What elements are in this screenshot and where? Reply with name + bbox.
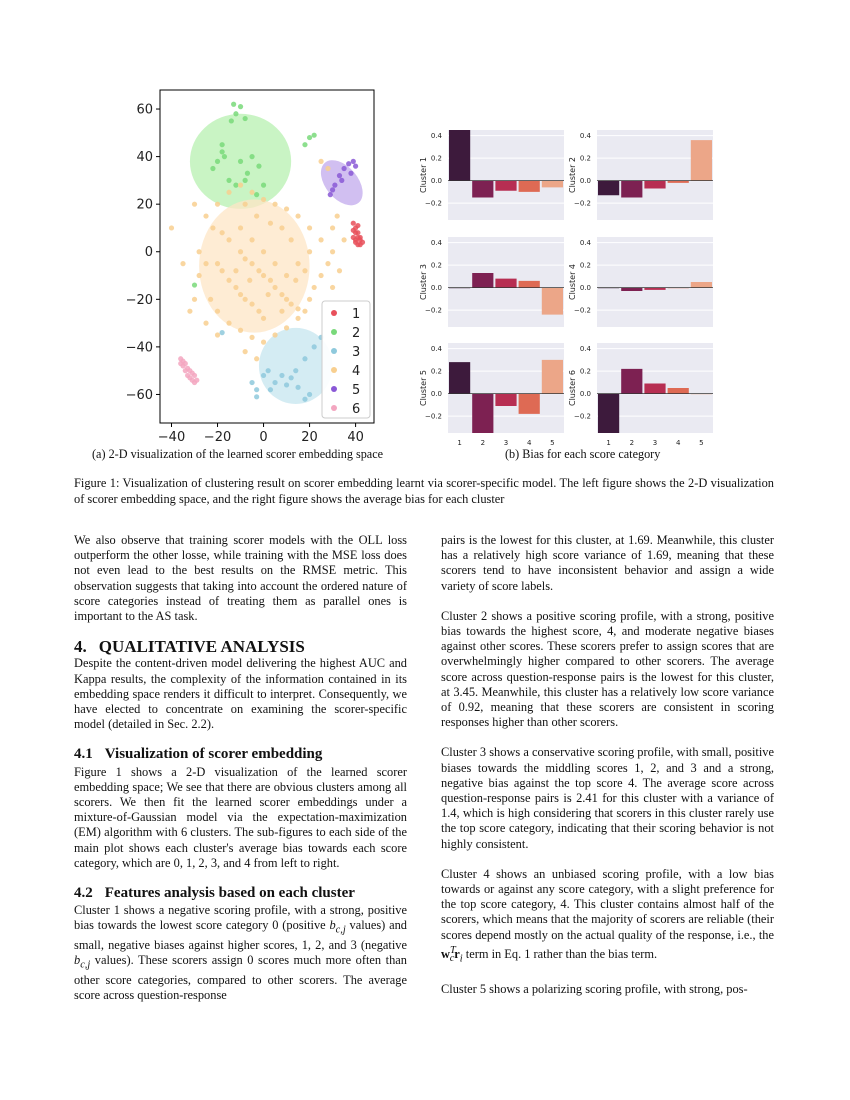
scatter-point-cluster-6 [192, 373, 197, 378]
text-run: values). These scorers assign 0 scores much more often than other score categories, compared to other scorers. The average score across question-response [74, 953, 407, 1003]
scatter-point-cluster-4 [272, 261, 277, 266]
panel-ylabel: Cluster 3 [419, 263, 428, 301]
y-tick-label: −20 [125, 292, 153, 308]
scatter-point-cluster-3 [302, 356, 307, 361]
scatter-point-cluster-4 [247, 278, 252, 283]
scatter-point-cluster-4 [335, 213, 340, 218]
scatter-point-cluster-4 [180, 261, 185, 266]
scatter-point-cluster-3 [268, 387, 273, 392]
scatter-point-cluster-2 [261, 183, 266, 188]
scatter-point-cluster-4 [302, 268, 307, 273]
scatter-point-cluster-2 [302, 142, 307, 147]
scatter-point-cluster-4 [197, 273, 202, 278]
y-tick-label: 0.4 [430, 239, 442, 248]
scatter-point-cluster-4 [330, 225, 335, 230]
scatter-point-cluster-1 [360, 240, 365, 245]
scatter-point-cluster-3 [272, 380, 277, 385]
bias-bar-charts [418, 120, 768, 450]
x-tick-label: 2 [629, 439, 635, 447]
x-tick-label: 1 [606, 439, 611, 447]
scatter-point-cluster-2 [233, 183, 238, 188]
scatter-point-cluster-5 [341, 166, 346, 171]
scatter-point-cluster-2 [238, 104, 243, 109]
bar-cluster-4-cat-2 [621, 288, 642, 291]
y-tick-label: 0.0 [579, 284, 591, 293]
paragraph: Despite the content-driven model delivering the highest AUC and Kappa results, the complexity of the information contained in its embedding space renders it difficult to interpret. Consequently, we have elected to concentrate on examining the scorer-specific model (detailed in Sec. 2.2). [74, 656, 407, 732]
x-tick-label: 40 [347, 430, 364, 445]
legend-marker-5 [331, 386, 337, 392]
scatter-point-cluster-1 [351, 221, 356, 226]
bar-cluster-5-cat-3 [495, 394, 516, 406]
bar-cluster-2-cat-3 [644, 181, 665, 189]
text-run: Cluster 4 shows an unbiased scoring profile, with a low bias towards or against any score category, with a slight preference for the top score category, 4. This cluster contains almost half of the scorers, which means that the majority of scorers are reliable (their scores depend mostly on the actual quality of the response, i.e., the [441, 866, 774, 942]
y-tick-label: −0.2 [425, 412, 442, 421]
scatter-point-cluster-5 [353, 164, 358, 169]
section-title: Visualization of scorer embedding [104, 746, 323, 763]
scatter-point-cluster-2 [220, 149, 225, 154]
scatter-point-cluster-4 [312, 285, 317, 290]
scatter-point-cluster-4 [256, 268, 261, 273]
scatter-point-cluster-4 [295, 213, 300, 218]
y-tick-label: 0.2 [430, 261, 442, 270]
scatter-point-cluster-4 [243, 349, 248, 354]
scatter-point-cluster-4 [238, 292, 243, 297]
scatter-point-cluster-5 [346, 161, 351, 166]
scatter-point-cluster-3 [266, 368, 271, 373]
section-heading-4-1 [74, 747, 407, 762]
scatter-point-cluster-4 [295, 316, 300, 321]
scatter-point-cluster-4 [233, 268, 238, 273]
scatter-point-cluster-4 [249, 301, 254, 306]
math-b: b [74, 953, 81, 968]
x-tick-label: −20 [203, 430, 232, 445]
scatter-point-cluster-4 [169, 225, 174, 230]
x-tick-label: 5 [550, 439, 555, 447]
scatter-point-cluster-4 [215, 202, 220, 207]
y-tick-label: 40 [136, 150, 153, 166]
scatter-point-cluster-2 [249, 154, 254, 159]
legend-box [322, 301, 370, 418]
y-tick-label: 0.2 [430, 154, 442, 163]
scatter-point-cluster-4 [307, 225, 312, 230]
scatter-point-cluster-4 [284, 273, 289, 278]
scatter-point-cluster-2 [307, 135, 312, 140]
scatter-plot-embedding [110, 82, 410, 460]
scatter-point-cluster-4 [330, 249, 335, 254]
scatter-point-cluster-2 [238, 159, 243, 164]
paragraph: We also observe that training scorer models with the OLL loss outperform the other losse, while training with the MSE loss does not even lead to the best results on the RMSE metric. This observation suggests that taking into account the ordered nature of score categories instead of treating them as parallel ones is important to the AS task. [74, 533, 407, 624]
y-tick-label: 0.4 [579, 132, 591, 141]
y-tick-label: 60 [136, 102, 153, 118]
x-tick-label: 4 [675, 439, 681, 447]
legend-marker-4 [331, 367, 337, 373]
panel-ylabel: Cluster 1 [419, 156, 428, 194]
legend-marker-1 [331, 310, 337, 316]
scatter-point-cluster-4 [330, 285, 335, 290]
text-run: Cluster 1 shows a negative scoring profile, with a strong, positive bias towards the lowest score category 0 (positive [74, 903, 407, 933]
section-number: 4. [74, 637, 87, 657]
scatter-point-cluster-4 [289, 301, 294, 306]
scatter-point-cluster-3 [261, 373, 266, 378]
x-tick-label: 4 [526, 439, 532, 447]
x-tick-label: 0 [259, 430, 268, 445]
bar-cluster-1-cat-2 [472, 181, 493, 198]
y-tick-label: 0 [144, 245, 153, 261]
legend-label-6: 6 [352, 402, 361, 417]
bar-cluster-6-cat-1 [598, 394, 619, 433]
bar-cluster-1-cat-5 [542, 181, 563, 188]
math-sub: c [449, 953, 455, 965]
bar-cluster-3-cat-2 [472, 273, 493, 288]
scatter-point-cluster-1 [355, 223, 360, 228]
scatter-point-cluster-4 [325, 166, 330, 171]
x-tick-label: 20 [301, 430, 318, 445]
scatter-point-cluster-2 [220, 142, 225, 147]
x-tick-label: −40 [157, 430, 186, 445]
paragraph [441, 867, 774, 967]
bar-cluster-5-cat-2 [472, 394, 493, 433]
scatter-point-cluster-4 [272, 285, 277, 290]
scatter-point-cluster-3 [312, 344, 317, 349]
y-tick-label: 0.2 [579, 261, 591, 270]
bar-cluster-5-cat-4 [519, 394, 540, 414]
scatter-point-cluster-4 [238, 249, 243, 254]
left-column [74, 533, 407, 1003]
legend-marker-6 [331, 405, 337, 411]
panel-ylabel: Cluster 5 [419, 369, 428, 407]
text-run: term in Eq. 1 rather than the bias term. [462, 947, 658, 961]
scatter-point-cluster-4 [272, 332, 277, 337]
scatter-point-cluster-4 [261, 273, 266, 278]
legend-label-4: 4 [352, 364, 361, 379]
scatter-point-cluster-3 [295, 385, 300, 390]
text-run: values) and small, negative biases against higher scores, 1, 2, and 3 (negative [74, 918, 407, 953]
y-tick-label: 0.2 [579, 367, 591, 376]
x-tick-label: 1 [457, 439, 462, 447]
scatter-point-cluster-3 [254, 387, 259, 392]
figure-caption: Figure 1: Visualization of clustering result on scorer embedding learnt via scorer-specific model. The left figure shows the 2-D visualization of scorer embedding space, and the right figure shows the average bias for each cluster [74, 476, 774, 506]
right-column [441, 533, 774, 997]
y-tick-label: 0.2 [430, 367, 442, 376]
scatter-point-cluster-2 [243, 178, 248, 183]
scatter-point-cluster-4 [284, 297, 289, 302]
math-w: w [441, 947, 450, 961]
legend-label-1: 1 [352, 307, 361, 322]
math-sub: c,j [80, 959, 91, 971]
scatter-point-cluster-5 [351, 159, 356, 164]
scatter-point-cluster-2 [210, 166, 215, 171]
scatter-point-cluster-2 [312, 133, 317, 138]
scatter-point-cluster-4 [249, 190, 254, 195]
scatter-point-cluster-3 [249, 380, 254, 385]
scatter-point-cluster-3 [254, 394, 259, 399]
scatter-point-cluster-5 [337, 173, 342, 178]
scatter-point-cluster-4 [226, 321, 231, 326]
bar-cluster-1-cat-4 [519, 181, 540, 192]
scatter-point-cluster-5 [328, 192, 333, 197]
scatter-point-cluster-6 [187, 368, 192, 373]
y-tick-label: −0.2 [574, 412, 591, 421]
scatter-point-cluster-3 [284, 382, 289, 387]
section-heading-4 [74, 637, 407, 657]
bar-cluster-6-cat-4 [668, 388, 689, 394]
panel-ylabel: Cluster 2 [568, 156, 577, 194]
scatter-point-cluster-4 [226, 278, 231, 283]
scatter-point-cluster-2 [256, 164, 261, 169]
scatter-point-cluster-4 [295, 306, 300, 311]
bar-cluster-2-cat-2 [621, 181, 642, 198]
scatter-point-cluster-1 [351, 228, 356, 233]
scatter-point-cluster-4 [284, 325, 289, 330]
math-sub: i [459, 953, 463, 965]
scatter-point-cluster-2 [229, 118, 234, 123]
scatter-point-cluster-4 [266, 292, 271, 297]
bar-cluster-5-cat-1 [449, 362, 470, 394]
paragraph: Cluster 5 shows a polarizing scoring profile, with strong, pos- [441, 981, 748, 996]
scatter-point-cluster-4 [325, 261, 330, 266]
scatter-point-cluster-4 [307, 249, 312, 254]
bar-cluster-3-cat-3 [495, 279, 516, 288]
scatter-point-cluster-3 [307, 392, 312, 397]
paragraph: Figure 1 shows a 2-D visualization of the learned scorer embedding space; We see that there are obvious clusters among all scorers. We then fit the learned scorer embeddings under a mixture-of-Gaussian model via the expectation-maximization (EM) algorithm with 6 clusters. The sub-figures to each side of the main plot shows each cluster's average bias towards each score category, which are 0, 1, 2, 3, and 4 from left to right. [74, 764, 407, 870]
scatter-point-cluster-4 [203, 261, 208, 266]
scatter-point-cluster-2 [192, 282, 197, 287]
y-tick-label: −0.2 [574, 199, 591, 208]
x-tick-label: 5 [699, 439, 704, 447]
scatter-point-cluster-5 [339, 178, 344, 183]
y-tick-label: 0.0 [579, 177, 591, 186]
legend-marker-2 [331, 329, 337, 335]
y-tick-label: 0.4 [430, 132, 442, 141]
x-tick-label: 2 [480, 439, 486, 447]
section-heading-4-2 [74, 886, 407, 901]
scatter-point-cluster-4 [208, 297, 213, 302]
scatter-point-cluster-2 [226, 178, 231, 183]
subcaption-a: (a) 2-D visualization of the learned scorer embedding space [92, 447, 384, 461]
scatter-point-cluster-4 [249, 237, 254, 242]
scatter-point-cluster-4 [215, 332, 220, 337]
scatter-point-cluster-4 [187, 309, 192, 314]
bar-cluster-1-cat-1 [449, 130, 470, 181]
scatter-point-cluster-4 [302, 309, 307, 314]
y-tick-label: 20 [136, 197, 153, 213]
scatter-point-cluster-4 [243, 256, 248, 261]
scatter-point-cluster-4 [233, 285, 238, 290]
x-tick-label: 3 [503, 439, 509, 447]
scatter-point-cluster-6 [194, 378, 199, 383]
scatter-point-cluster-4 [279, 292, 284, 297]
x-tick-label: 3 [652, 439, 658, 447]
scatter-point-cluster-1 [353, 237, 358, 242]
section-title: QUALITATIVE ANALYSIS [98, 637, 305, 657]
scatter-point-cluster-4 [295, 261, 300, 266]
section-number: 4.1 [74, 746, 93, 763]
y-tick-label: 0.2 [579, 154, 591, 163]
scatter-point-cluster-4 [238, 183, 243, 188]
scatter-point-cluster-6 [180, 359, 185, 364]
scatter-point-cluster-4 [226, 190, 231, 195]
bar-cluster-2-cat-1 [598, 181, 619, 196]
scatter-point-cluster-4 [268, 278, 273, 283]
scatter-point-cluster-4 [215, 309, 220, 314]
scatter-point-cluster-4 [337, 268, 342, 273]
scatter-point-cluster-5 [348, 171, 353, 176]
scatter-point-cluster-4 [289, 237, 294, 242]
math-sub: c,j [335, 924, 346, 936]
scatter-point-cluster-4 [243, 202, 248, 207]
scatter-point-cluster-4 [238, 328, 243, 333]
scatter-point-cluster-4 [261, 197, 266, 202]
scatter-point-cluster-4 [249, 335, 254, 340]
bar-cluster-4-cat-5 [691, 282, 712, 288]
subcaption-b: (b) Bias for each score category [505, 447, 661, 461]
scatter-point-cluster-4 [261, 249, 266, 254]
math-b: b [329, 918, 336, 933]
scatter-point-cluster-4 [293, 278, 298, 283]
y-tick-label: 0.0 [579, 390, 591, 399]
scatter-point-cluster-4 [243, 297, 248, 302]
scatter-point-cluster-3 [302, 397, 307, 402]
scatter-point-cluster-4 [318, 273, 323, 278]
scatter-point-cluster-4 [272, 202, 277, 207]
scatter-point-cluster-4 [284, 206, 289, 211]
scatter-point-cluster-5 [332, 183, 337, 188]
scatter-point-cluster-5 [330, 187, 335, 192]
y-tick-label: −0.2 [574, 306, 591, 315]
y-tick-label: −0.2 [425, 306, 442, 315]
scatter-point-cluster-4 [279, 309, 284, 314]
scatter-point-cluster-2 [233, 111, 238, 116]
legend-label-3: 3 [352, 345, 361, 360]
math-r: r [454, 947, 460, 961]
scatter-point-cluster-4 [256, 309, 261, 314]
scatter-point-cluster-2 [243, 116, 248, 121]
legend-label-2: 2 [352, 326, 361, 341]
scatter-point-cluster-4 [203, 321, 208, 326]
scatter-point-cluster-4 [192, 297, 197, 302]
scatter-point-cluster-4 [203, 213, 208, 218]
scatter-point-cluster-2 [222, 154, 227, 159]
scatter-point-cluster-4 [197, 249, 202, 254]
scatter-point-cluster-4 [261, 316, 266, 321]
scatter-point-cluster-4 [318, 237, 323, 242]
legend-label-5: 5 [352, 383, 361, 398]
scatter-point-cluster-3 [293, 368, 298, 373]
scatter-point-cluster-3 [220, 330, 225, 335]
scatter-point-cluster-3 [289, 375, 294, 380]
paragraph: pairs is the lowest for this cluster, at 1.69. Meanwhile, this cluster has a relatively high score variance of 1.69, meaning that these scorers tend to have inconsistent behavior and assign a wide variety of score labels. [441, 533, 774, 593]
scatter-point-cluster-4 [238, 225, 243, 230]
y-tick-label: −60 [125, 387, 153, 403]
y-tick-label: 0.0 [430, 284, 442, 293]
y-tick-label: 0.4 [579, 345, 591, 354]
section-title: Features analysis based on each cluster [104, 885, 355, 902]
paragraph: Cluster 3 shows a conservative scoring profile, with small, positive biases towards the middling scores 1, 2, and 3 and a strong, negative bias against the top score 4. The average score across question-response pairs is 2.41 for this cluster with a variance of 1.4, which is high considering that scorers in this cluster rarely use the top score category, indicating that their scoring behavior is not highly consistent. [441, 745, 774, 851]
scatter-point-cluster-4 [268, 221, 273, 226]
bar-cluster-6-cat-3 [644, 384, 665, 394]
math-sup: T [449, 944, 456, 956]
scatter-point-cluster-4 [215, 261, 220, 266]
bar-cluster-5-cat-5 [542, 360, 563, 394]
y-tick-label: 0.0 [430, 177, 442, 186]
scatter-point-cluster-4 [210, 225, 215, 230]
scatter-point-cluster-2 [231, 102, 236, 107]
y-tick-label: −0.2 [425, 199, 442, 208]
scatter-point-cluster-2 [215, 159, 220, 164]
scatter-point-cluster-2 [254, 192, 259, 197]
legend-marker-3 [331, 348, 337, 354]
scatter-point-cluster-4 [220, 230, 225, 235]
bar-cluster-6-cat-2 [621, 369, 642, 394]
scatter-point-cluster-4 [261, 340, 266, 345]
scatter-point-cluster-4 [254, 356, 259, 361]
scatter-point-cluster-4 [249, 261, 254, 266]
scatter-point-cluster-4 [220, 268, 225, 273]
panel-ylabel: Cluster 6 [568, 369, 577, 407]
bar-cluster-1-cat-3 [495, 181, 516, 191]
y-tick-label: 0.0 [430, 390, 442, 399]
scatter-point-cluster-4 [279, 225, 284, 230]
scatter-point-cluster-4 [318, 159, 323, 164]
scatter-point-cluster-4 [192, 202, 197, 207]
bar-cluster-2-cat-5 [691, 140, 712, 181]
section-number: 4.2 [74, 885, 93, 902]
y-tick-label: −40 [125, 340, 153, 356]
paragraph: Cluster 2 shows a positive scoring profile, with a strong, positive bias towards the highest score, 4, and moderate negative biases against other scores. These scorers prefer to assign scores that are overwhelmingly higher compared to other scorers. The average score across question-response pairs is the lowest for this cluster, at 3.45. Meanwhile, this cluster has a relatively low score variance of 0.92, meaning that these scorers are consistent in scoring responses higher than other scorers. [441, 608, 774, 730]
bar-cluster-3-cat-4 [519, 281, 540, 288]
y-tick-label: 0.4 [430, 345, 442, 354]
scatter-point-cluster-2 [245, 171, 250, 176]
scatter-point-cluster-4 [254, 213, 259, 218]
scatter-point-cluster-4 [307, 297, 312, 302]
bar-cluster-3-cat-5 [542, 288, 563, 315]
scatter-point-cluster-3 [279, 373, 284, 378]
paragraph [74, 903, 407, 1003]
y-tick-label: 0.4 [579, 239, 591, 248]
scatter-point-cluster-4 [341, 237, 346, 242]
panel-ylabel: Cluster 4 [568, 263, 577, 301]
scatter-point-cluster-4 [226, 237, 231, 242]
